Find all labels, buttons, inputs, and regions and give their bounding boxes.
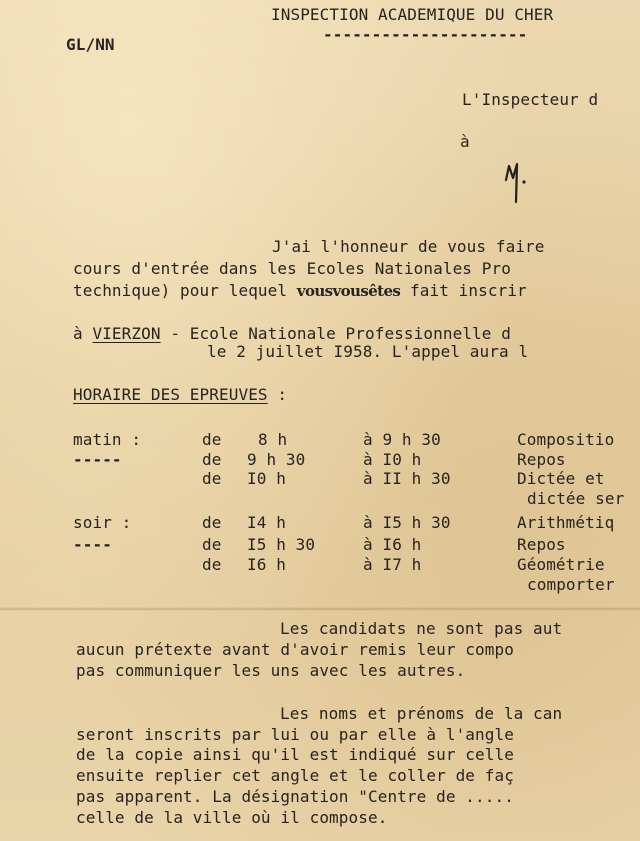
schedule-to: à II h 30 [363, 469, 451, 488]
location-line-2: le 2 juillet I958. L'appel aura l [207, 342, 529, 361]
location-prefix: à [73, 324, 83, 343]
paragraph-2-line-3: de la copie ainsi qu'il est indiqué sur celle [76, 745, 514, 764]
paper-fold-crease [0, 607, 640, 611]
schedule-subject: Dictée et [517, 469, 605, 488]
paragraph-2-line-6: celle de la ville où il compose. [76, 808, 388, 827]
schedule-from: I4 h [247, 513, 286, 532]
schedule-de: de [202, 450, 222, 469]
schedule-to: à 9 h 30 [363, 430, 441, 449]
location-line-1 [73, 325, 511, 343]
schedule-to: à I5 h 30 [363, 513, 451, 532]
schedule-period: matin : [73, 430, 142, 449]
paragraph-2-line-5: pas apparent. La désignation "Centre de ..... [76, 787, 514, 806]
reference-code: GL/NN [66, 35, 115, 54]
schedule-de: de [202, 555, 222, 574]
schedule-from: I6 h [247, 555, 286, 574]
schedule-from: 8 h [258, 430, 288, 449]
schedule-subject: Repos [517, 535, 566, 554]
schedule-heading [73, 386, 287, 404]
paragraph-1-line-2: aucun prétexte avant d'avoir remis leur compo [76, 640, 514, 659]
paragraph-2-line-1: Les noms et prénoms de la can [280, 704, 563, 723]
paragraph-1-line-1: Les candidats ne sont pas aut [280, 619, 563, 638]
schedule-period: ----- [73, 450, 122, 469]
schedule-subject: comporter [527, 575, 615, 594]
schedule-subject: Compositio [517, 430, 615, 449]
schedule-period: soir : [73, 513, 132, 532]
intro-line-1: J'ai l'honneur de vous faire [272, 237, 545, 256]
schedule-from: 9 h 30 [247, 450, 306, 469]
intro-line-2: cours d'entrée dans les Ecoles Nationales Pro [73, 259, 511, 278]
handwritten-initial-mark [500, 158, 530, 216]
intro-line-3 [73, 282, 527, 300]
schedule-de: de [202, 469, 222, 488]
schedule-to: à I7 h [363, 555, 422, 574]
intro-line-3-start: technique) pour lequel [73, 281, 288, 300]
paragraph-2-line-2: seront inscrits par lui ou par elle à l'angle [76, 725, 514, 744]
schedule-subject: Arithmétiq [517, 513, 615, 532]
letterhead-rule: --------------------- [323, 25, 528, 44]
paragraph-1-line-3: pas communiquer les uns avec les autres. [76, 661, 466, 680]
paragraph-2-line-4: ensuite replier cet angle et le coller de faç [76, 766, 514, 785]
schedule-subject: Géométrie [517, 555, 605, 574]
location-city: VIERZON [92, 324, 161, 343]
intro-line-3-end: fait inscrir [410, 281, 527, 300]
schedule-de: de [202, 430, 222, 449]
schedule-to: à I6 h [363, 535, 422, 554]
schedule-from: I0 h [247, 469, 286, 488]
schedule-de: de [202, 513, 222, 532]
schedule-period: ---- [73, 535, 112, 554]
schedule-subject: dictée ser [527, 489, 625, 508]
location-school: - Ecole Nationale Professionnelle d [160, 324, 511, 343]
schedule-to: à I0 h [363, 450, 422, 469]
recipient-prefix: à [460, 132, 470, 151]
sender-line: L'Inspecteur d [462, 90, 599, 109]
schedule-subject: Repos [517, 450, 566, 469]
schedule-heading-colon: : [267, 385, 288, 404]
stamped-pronoun: vousvousêtes [296, 282, 401, 300]
schedule-heading-text: HORAIRE DES EPREUVES [73, 385, 268, 404]
letterhead-title: INSPECTION ACADEMIQUE DU CHER [271, 5, 554, 24]
schedule-from: I5 h 30 [247, 535, 316, 554]
schedule-de: de [202, 535, 222, 554]
